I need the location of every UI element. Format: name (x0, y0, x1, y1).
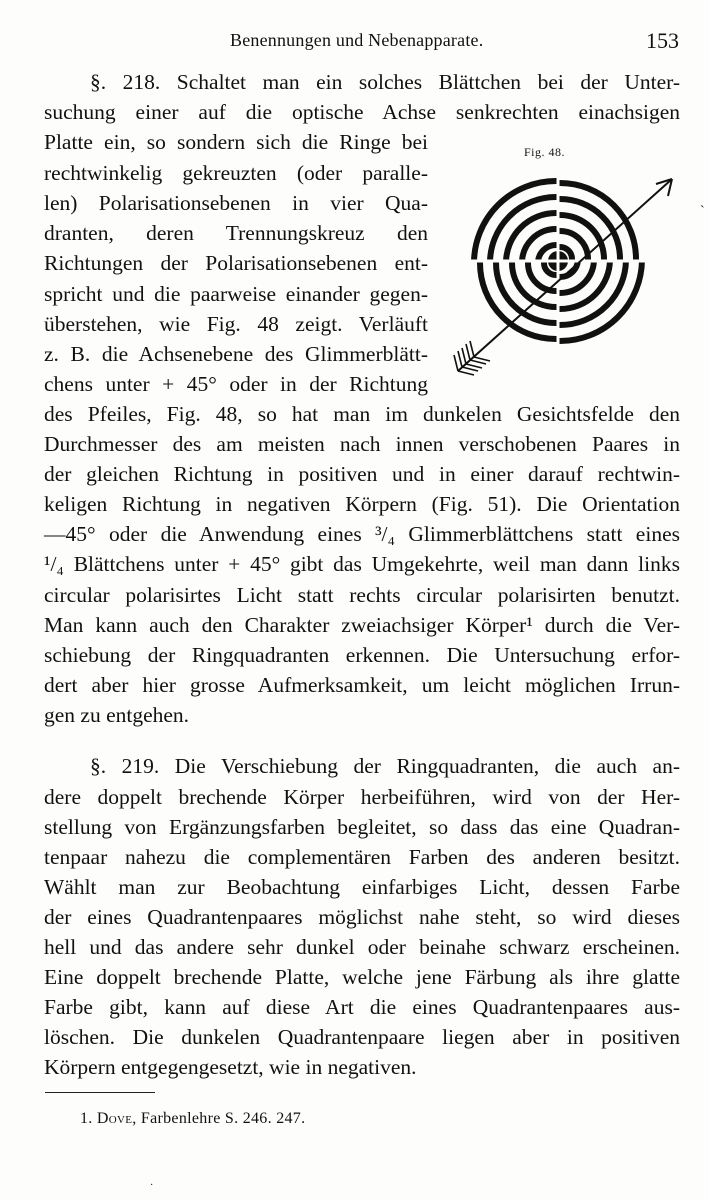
text-line: keligen Richtung in negativen Körpern (Fig. 51). Die Orientation (44, 492, 680, 516)
ring-quadrant-figure (448, 165, 684, 387)
text-line: stellung von Ergänzungsfarben begleitet, so dass das eine Quadran- (44, 815, 680, 839)
footnote-text: , Farbenlehre S. 246. 247. (132, 1110, 306, 1127)
text-line: Eine doppelt brechende Platte, welche jene Färbung als ihre glatte (44, 965, 680, 989)
text-line: z. B. die Achsenebene des Glimmerblätt- (44, 342, 428, 366)
text-line: dranten, deren Trennungskreuz den (44, 221, 428, 245)
text-line: dert aber hier grosse Aufmerksamkeit, um leicht möglichen Irrun- (44, 673, 680, 697)
text-line: löschen. Die dunkelen Quadrantenpaare liegen aber in positiven (44, 1025, 680, 1049)
text-line: tenpaar nahezu die complementären Farben des anderen besitzt. (44, 845, 680, 869)
text-line: Richtungen der Polarisationsebenen ent- (44, 251, 428, 275)
text-line: Durchmesser des am meisten nach innen verschobenen Paares in (44, 432, 680, 456)
text-line: Körpern entgegengesetzt, wie in negativen. (44, 1055, 417, 1079)
text-line: der eines Quadrantenpaares möglichst nahe steht, so wird dieses (44, 905, 680, 929)
text-line: gen zu entgehen. (44, 703, 190, 727)
stray-ink-dot: · (150, 1180, 154, 1191)
text-line: des Pfeiles, Fig. 48, so hat man im dunkelen Gesichtsfelde den (44, 402, 680, 426)
text-line: len) Polarisationsebenen in vier Qua- (44, 191, 428, 215)
footnote-number: 1. (80, 1110, 93, 1127)
text-line: §. 219. Die Verschiebung der Ringquadranten, die auch an- (90, 754, 680, 778)
text-line: Farbe gibt, kann auf diese Art die eines Quadrantenpaares aus- (44, 995, 680, 1019)
text-line: suchung einer auf die optische Achse senkrechten einachsigen (44, 100, 680, 124)
page-header (0, 28, 709, 56)
footnote (80, 1110, 305, 1128)
footnote-author: Dove (96, 1110, 133, 1127)
text-line: Man kann auch den Charakter zweiachsiger Körper¹ durch die Ver- (44, 613, 680, 637)
text-line: spricht und die paarweise einander gegen- (44, 282, 428, 306)
text-line: Wählt man zur Beobachtung einfarbiges Licht, dessen Farbe (44, 875, 680, 899)
footnote-rule (45, 1092, 155, 1093)
text-line: ¹/₄ Blättchens unter + 45° gibt das Umgekehrte, weil man dann links (44, 552, 680, 576)
figure-label: Fig. 48. (524, 145, 566, 159)
stray-ink-mark: ˋ (700, 204, 705, 219)
text-line: chens unter + 45° oder in der Richtung (44, 372, 428, 396)
text-line: Platte ein, so sondern sich die Ringe bei (44, 130, 428, 154)
text-line: §. 218. Schaltet man ein solches Blättchen bei der Unter- (90, 70, 680, 94)
text-line: überstehen, wie Fig. 48 zeigt. Verläuft (44, 312, 428, 336)
text-line: der gleichen Richtung in positiven und in einer darauf rechtwin- (44, 462, 680, 486)
text-line: circular polarisirtes Licht statt rechts circular polarisirten benutzt. (44, 583, 680, 607)
running-title: Benennungen und Nebenapparate. (230, 30, 484, 50)
text-line: schiebung der Ringquadranten erkennen. Die Untersuchung erfor- (44, 643, 680, 667)
text-line: dere doppelt brechende Körper herbeiführen, wird von der Her- (44, 785, 680, 809)
text-line: rechtwinkelig gekreuzten (oder paralle- (44, 161, 428, 185)
page-number: 153 (646, 28, 679, 53)
text-line: hell und das andere sehr dunkel oder beinahe schwarz erscheinen. (44, 935, 680, 959)
text-line: —45° oder die Anwendung eines ³/₄ Glimmerblättchens statt eines (44, 522, 680, 546)
